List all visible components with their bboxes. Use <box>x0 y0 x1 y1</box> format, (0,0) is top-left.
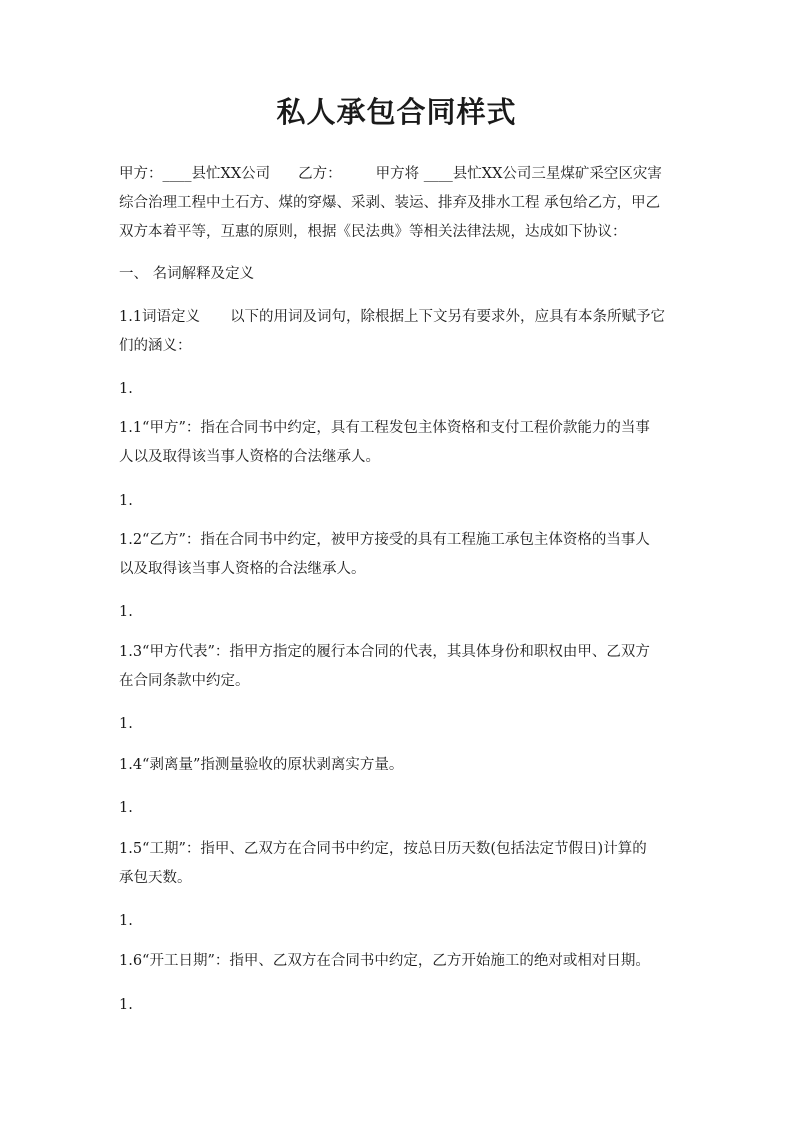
list-marker: 1. <box>119 997 133 1013</box>
section-heading-text: 一、 名词解释及定义 <box>119 266 255 282</box>
intro-text-start: 甲方将 ____县忙XX公司三星煤矿采空区灾害 <box>375 166 662 182</box>
definition-text: 以下的用词及词句，除根据上下文另有要求外，应具有本条所赋予它 <box>230 309 666 325</box>
intro-paragraph <box>119 160 679 247</box>
intro-line-3: 双方本着平等，互惠的原则，根据《民法典》等相关法律法规，达成如下协议： <box>119 224 627 240</box>
list-marker: 1. <box>119 800 133 816</box>
list-item: 1.6“开工日期”：指甲、乙双方在合同书中约定，乙方开始施工的绝对或相对日期。 <box>119 953 650 969</box>
definition-line-1 <box>119 303 679 332</box>
list-item: 1.2“乙方”：指在合同书中约定，被甲方接受的具有工程施工承包主体资格的当事人 以及取得该当事人资格的合法继承人。 <box>119 532 650 577</box>
list-item: 1.4“剥离量”指测量验收的原状剥离实方量。 <box>119 757 404 773</box>
list-marker: 1. <box>119 604 133 620</box>
list-marker: 1. <box>119 493 133 509</box>
definition-line-2: 们的涵义： <box>119 338 192 354</box>
intro-line-2: 综合治理工程中土石方、煤的穿爆、采剥、装运、排弃及排水工程 承包给乙方，甲乙 <box>119 195 661 211</box>
party-a-label: 甲方：____县忙XX公司 <box>119 166 271 182</box>
intro-line-1 <box>119 160 679 189</box>
definition-number: 1.1词语定义 <box>119 309 201 325</box>
list-item: 1.3“甲方代表”：指甲方指定的履行本合同的代表，其具体身份和职权由甲、乙双方 在合同条款中约定。 <box>119 644 650 689</box>
party-b-label: 乙方： <box>298 166 342 182</box>
list-marker: 1. <box>119 913 133 929</box>
list-marker: 1. <box>119 716 133 732</box>
section-heading <box>119 260 679 289</box>
list-marker: 1. <box>119 381 133 397</box>
document-title: 私人承包合同样式 <box>276 95 517 129</box>
list-item: 1.5“工期”：指甲、乙双方在合同书中约定，按总日历天数(包括法定节假日)计算的 承包天数。 <box>119 841 647 886</box>
definition-intro <box>119 303 679 361</box>
list-item: 1.1“甲方”：指在合同书中约定，具有工程发包主体资格和支付工程价款能力的当事 人以及取得该当事人资格的合法继承人。 <box>119 420 650 465</box>
